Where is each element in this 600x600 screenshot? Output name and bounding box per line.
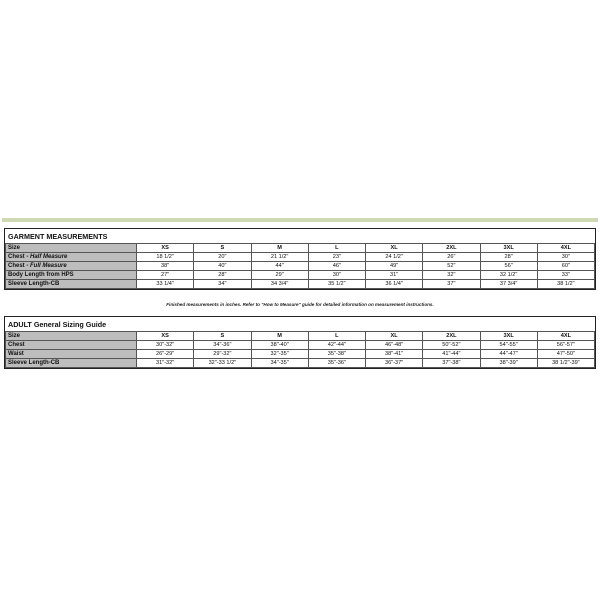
table-cell: 30"-32" <box>137 341 194 350</box>
table-cell: 20" <box>194 253 251 262</box>
table-cell: 34 3/4" <box>251 280 308 289</box>
table-cell: 35"-36" <box>308 359 365 368</box>
table-cell: 32" <box>423 271 480 280</box>
size-header-label: Size <box>6 244 137 253</box>
size-column-header: 3XL <box>480 244 537 253</box>
table-cell: 35 1/2" <box>308 280 365 289</box>
table-cell: 33" <box>537 271 594 280</box>
table-row <box>6 271 595 280</box>
row-label-main: Body Length from HPS <box>8 272 74 278</box>
table-cell: 38"-39" <box>480 359 537 368</box>
table-cell: 36 1/4" <box>366 280 423 289</box>
table-cell: 32"-35" <box>251 350 308 359</box>
table-cell: 28" <box>480 253 537 262</box>
row-label-main: Chest - <box>8 263 31 269</box>
row-label <box>6 280 137 289</box>
table-cell: 30" <box>537 253 594 262</box>
size-column-header: S <box>194 244 251 253</box>
size-column-header: 2XL <box>423 332 480 341</box>
table-row <box>6 280 595 289</box>
table-row <box>6 253 595 262</box>
table-cell: 46"-48" <box>366 341 423 350</box>
row-label <box>6 262 137 271</box>
table-cell: 38" <box>137 262 194 271</box>
table-cell: 29"-32" <box>194 350 251 359</box>
table-cell: 24 1/2" <box>366 253 423 262</box>
table-row <box>6 350 595 359</box>
row-label-main: Sleeve Length-CB <box>8 281 60 287</box>
table-cell: 44" <box>251 262 308 271</box>
table-cell: 49" <box>366 262 423 271</box>
table-cell: 30" <box>308 271 365 280</box>
row-label <box>6 271 137 280</box>
table-cell: 56" <box>480 262 537 271</box>
table-row <box>6 359 595 368</box>
table-cell: 21 1/2" <box>251 253 308 262</box>
table-cell: 50"-52" <box>423 341 480 350</box>
table-cell: 29" <box>251 271 308 280</box>
adult-header-row <box>6 332 595 341</box>
accent-divider <box>2 218 598 222</box>
table-cell: 31" <box>366 271 423 280</box>
table-cell: 44"-47" <box>480 350 537 359</box>
table-row <box>6 341 595 350</box>
adult-sizing-table <box>5 331 595 368</box>
row-label: Chest <box>6 341 137 350</box>
table-cell: 52" <box>423 262 480 271</box>
row-label-emphasis: Half Measure <box>30 254 68 260</box>
adult-sizing-panel <box>4 316 596 369</box>
size-column-header: XS <box>137 332 194 341</box>
garment-measurements-title: GARMENT MEASUREMENTS <box>8 232 108 241</box>
size-column-header: L <box>308 244 365 253</box>
size-column-header: 2XL <box>423 244 480 253</box>
table-cell: 28" <box>194 271 251 280</box>
table-cell: 41"-44" <box>423 350 480 359</box>
table-cell: 34"-36" <box>194 341 251 350</box>
size-column-header: S <box>194 332 251 341</box>
size-column-header: XS <box>137 244 194 253</box>
size-column-header: 4XL <box>537 332 594 341</box>
table-cell: 40" <box>194 262 251 271</box>
table-cell: 38"-40" <box>251 341 308 350</box>
table-cell: 46" <box>308 262 365 271</box>
table-cell: 27" <box>137 271 194 280</box>
table-row <box>6 262 595 271</box>
table-cell: 38 1/2" <box>537 280 594 289</box>
table-cell: 37" <box>423 280 480 289</box>
table-cell: 31"-32" <box>137 359 194 368</box>
table-cell: 23" <box>308 253 365 262</box>
size-header-label: Size <box>6 332 137 341</box>
table-cell: 37"-38" <box>423 359 480 368</box>
size-column-header: XL <box>366 244 423 253</box>
table-cell: 37 3/4" <box>480 280 537 289</box>
table-cell: 32"-33 1/2" <box>194 359 251 368</box>
table-cell: 60" <box>537 262 594 271</box>
garment-header-row <box>6 244 595 253</box>
table-cell: 26" <box>423 253 480 262</box>
table-cell: 26"-29" <box>137 350 194 359</box>
table-cell: 33 1/4" <box>137 280 194 289</box>
garment-measurements-panel <box>4 228 596 290</box>
row-label-emphasis: Full Measure <box>30 263 67 269</box>
adult-sizing-title: ADULT General Sizing Guide <box>8 320 107 329</box>
garment-measurements-table <box>5 243 595 289</box>
table-cell: 36"-37" <box>366 359 423 368</box>
size-column-header: 4XL <box>537 244 594 253</box>
measurement-note: Finished measurements in inches. Refer to "How to Measure" guide for detailed information on measurement instructions. <box>166 302 434 307</box>
table-cell: 34"-35" <box>251 359 308 368</box>
table-cell: 56"-57" <box>537 341 594 350</box>
size-column-header: L <box>308 332 365 341</box>
table-cell: 47"-50" <box>537 350 594 359</box>
table-cell: 38 1/2"-39" <box>537 359 594 368</box>
table-cell: 38"-41" <box>366 350 423 359</box>
size-column-header: M <box>251 332 308 341</box>
row-label: Waist <box>6 350 137 359</box>
row-label-main: Chest - <box>8 254 31 260</box>
table-cell: 34" <box>194 280 251 289</box>
table-cell: 18 1/2" <box>137 253 194 262</box>
size-column-header: M <box>251 244 308 253</box>
size-column-header: 3XL <box>480 332 537 341</box>
table-cell: 54"-55" <box>480 341 537 350</box>
row-label: Sleeve Length-CB <box>6 359 137 368</box>
table-cell: 42"-44" <box>308 341 365 350</box>
row-label <box>6 253 137 262</box>
table-cell: 32 1/2" <box>480 271 537 280</box>
size-column-header: XL <box>366 332 423 341</box>
table-cell: 35"-38" <box>308 350 365 359</box>
